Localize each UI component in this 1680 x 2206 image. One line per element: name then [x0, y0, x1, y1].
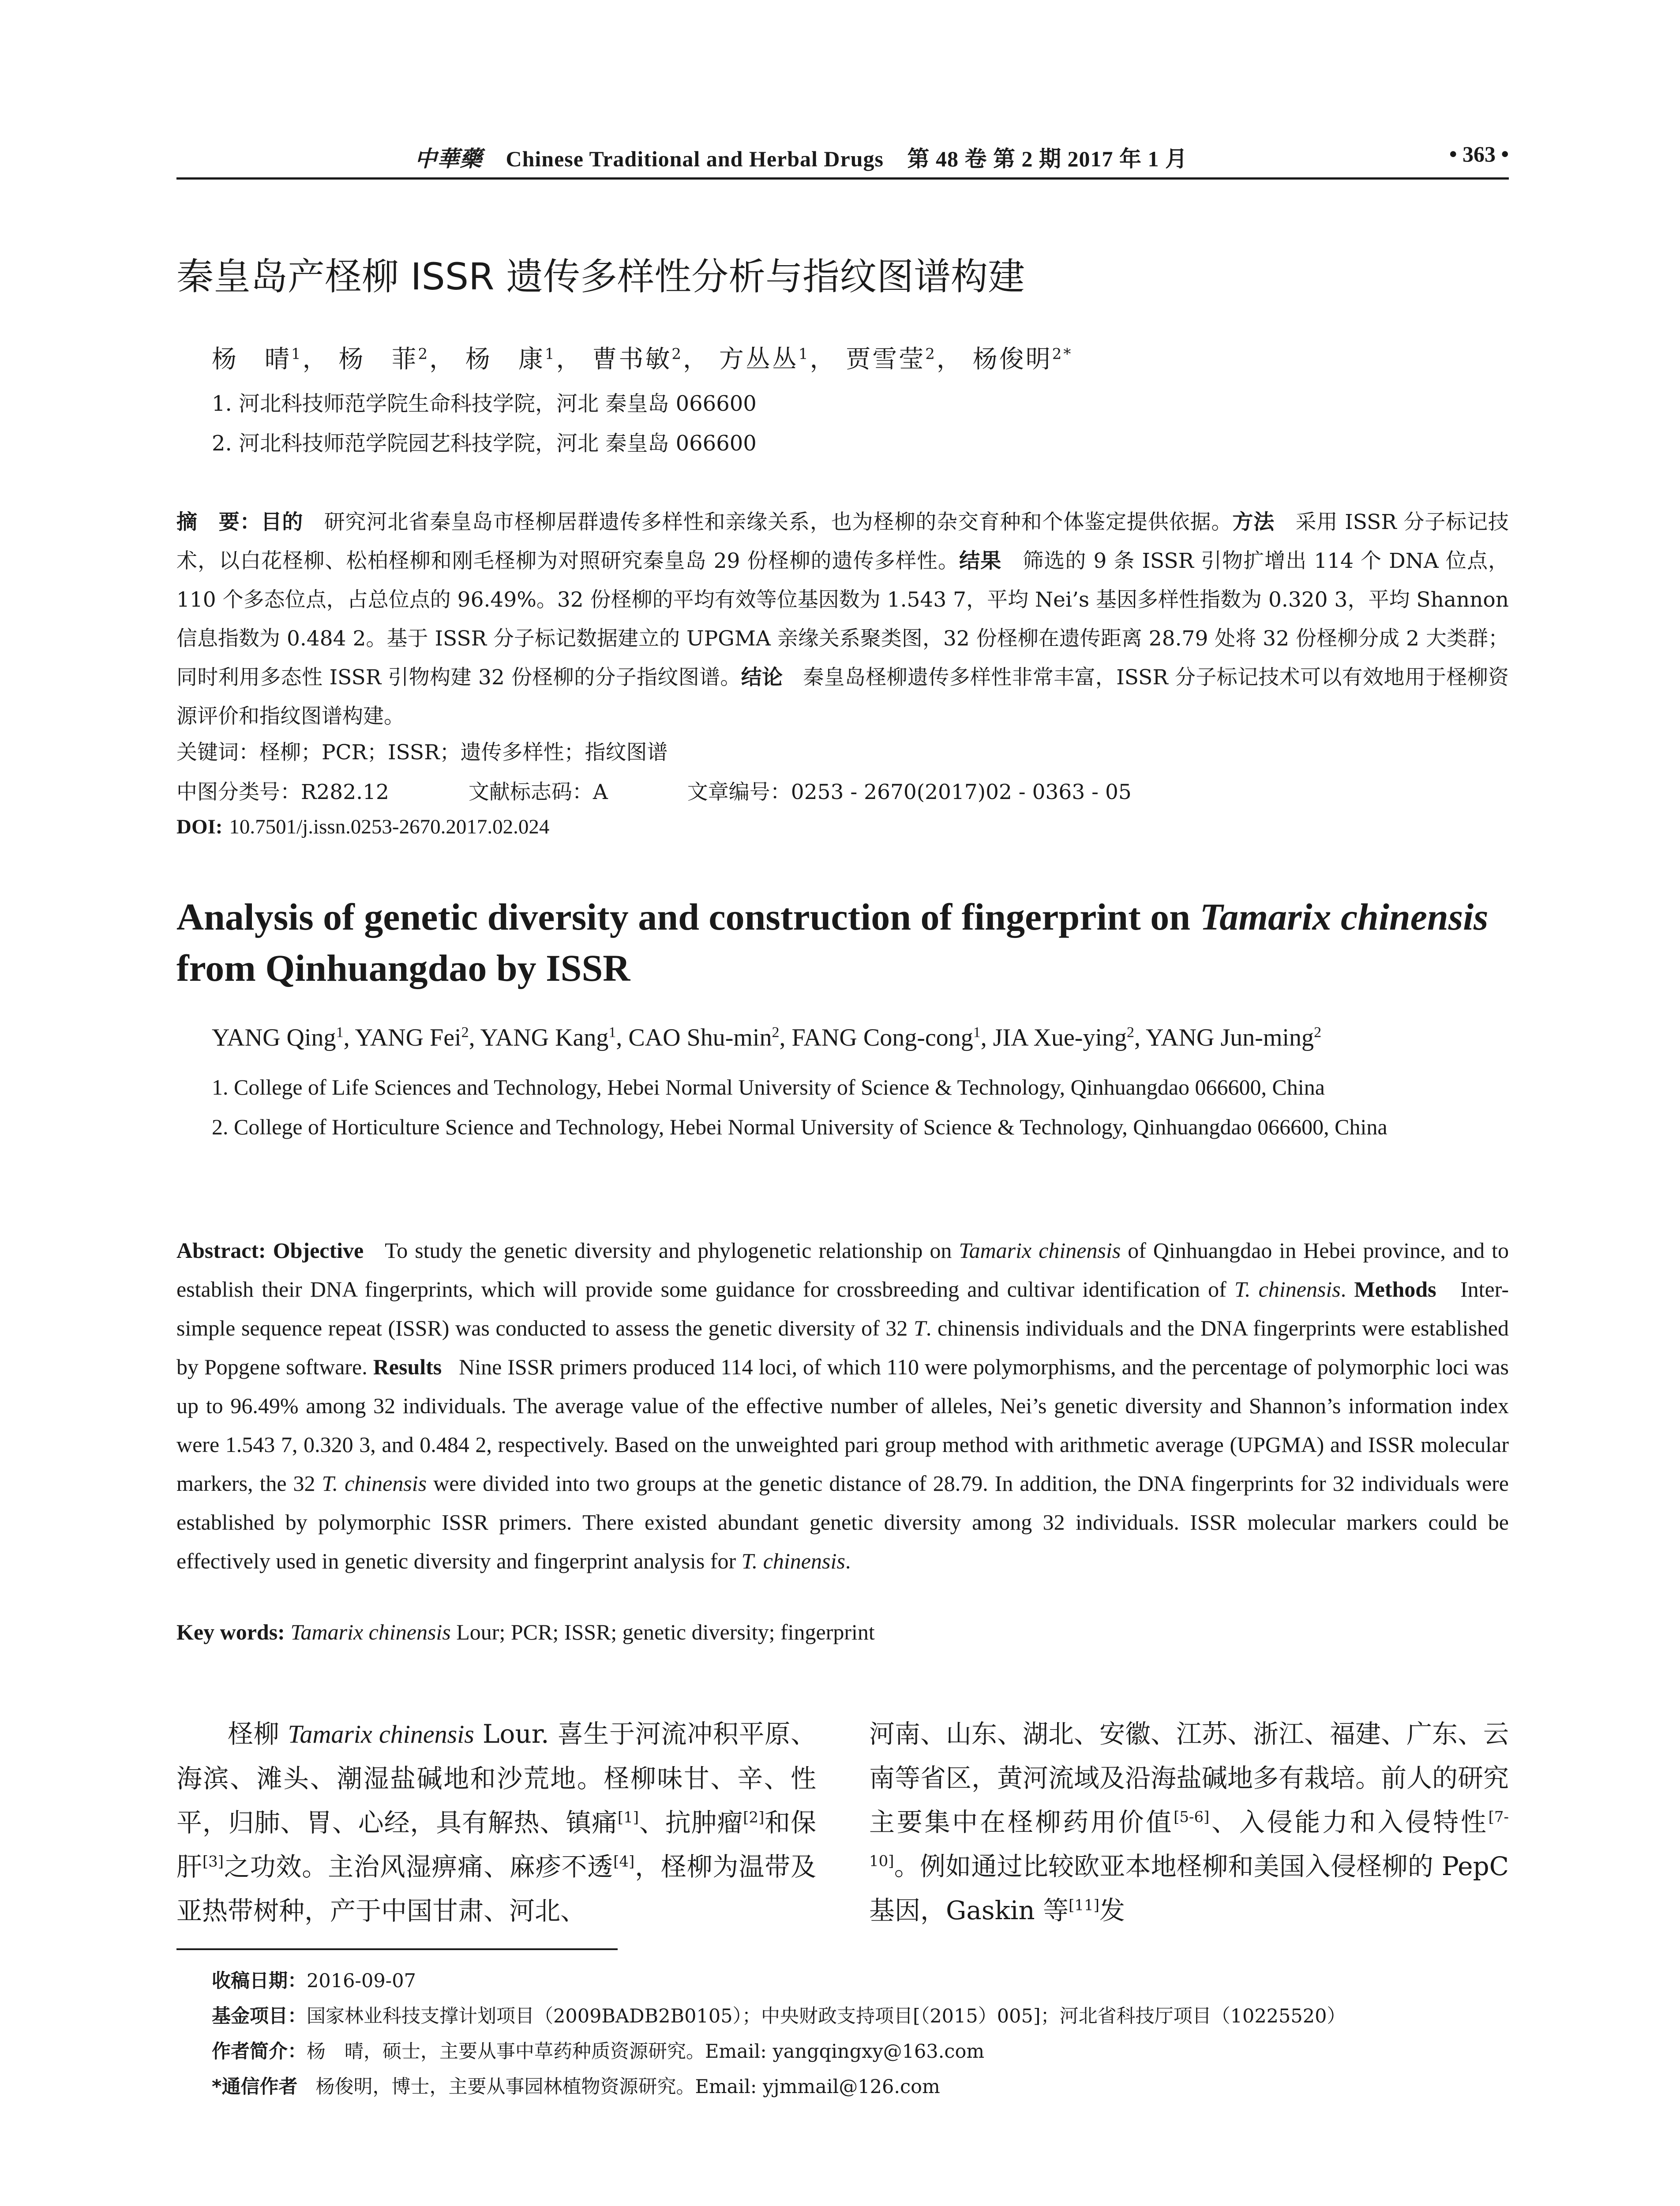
- footnote-rule: [176, 1948, 618, 1950]
- body-text: 柽柳: [228, 1719, 288, 1749]
- en-keywords-label: Key words:: [176, 1620, 285, 1644]
- cn-results-label: 结果: [959, 549, 1002, 573]
- en-abstract-label: Abstract:: [176, 1238, 266, 1263]
- footnote-label: 作者简介：: [212, 2041, 307, 2063]
- cn-keywords: [176, 736, 668, 765]
- doi-line: [176, 814, 549, 839]
- cn-article-label: 文章编号：: [687, 780, 791, 804]
- en-title-part: from Qinhuangdao by ISSR: [176, 947, 630, 989]
- cn-title: 秦皇岛产柽柳 ISSR 遗传多样性分析与指纹图谱构建: [176, 255, 1025, 298]
- footnote-value: 杨俊明，博士，主要从事园林植物资源研究。Email: yjmmail@126.com: [315, 2076, 940, 2098]
- page-number: • 363 •: [1449, 142, 1509, 166]
- body-text: 发: [1099, 1895, 1125, 1925]
- footnote-funding: [212, 2001, 1346, 2028]
- citation-ref[interactable]: [5-6]: [1174, 1808, 1210, 1826]
- cn-class-label: 中图分类号：: [176, 780, 301, 804]
- body-text: 。例如通过比较欧亚本地柽柳和美国入侵柽柳的 PepC 基因，Gaskin 等: [869, 1851, 1509, 1925]
- cn-doccode-label: 文献标志码：: [468, 780, 593, 804]
- body-column-right: [869, 1712, 1509, 1932]
- en-title-species: Tamarix chinensis: [1200, 896, 1489, 938]
- footnote-corresponding: [212, 2072, 940, 2099]
- cn-abstract: [176, 503, 1509, 736]
- cn-results-text: 筛选的 9 条 ISSR 引物扩增出 114 个 DNA 位点，110 个多态位点，占总位点的 96.49%。32 份柽柳的平均有效等位基因数为 1.543 7，平均 Nei’s 基因多样性指数为 0.320 3，平均 Shannon 信息指数为 0.484 2。基于 ISSR 分子标记数据建立的 UPGMA 亲缘关系聚类图，32 份柽柳在遗传距离 28.79 处将 32 份柽柳分成 2 大类群；同时利用多态性 ISSR 引物构建 32 份柽柳的分子指纹图谱。: [176, 549, 1509, 690]
- cn-affiliation-2: 2. 河北科技师范学院园艺科技学院，河北 秦皇岛 066600: [212, 431, 757, 456]
- en-title: [176, 891, 1509, 994]
- cn-author: 贾雪莹$^2$，: [846, 345, 963, 374]
- footnote-value: 国家林业科技支撑计划项目（2009BADB2B0105）；中央财政支持项目[（2015）005]；河北省科技厅项目（10225520）: [307, 2005, 1346, 2027]
- journal-en-name: Chinese Traditional and Herbal Drugs: [506, 146, 884, 171]
- cn-conclusion-text: 秦皇岛柽柳遗传多样性非常丰富，ISSR 分子标记技术可以有效地用于柽柳资源评价和指纹图谱构建。: [176, 665, 1509, 728]
- body-text: 和保肝: [176, 1808, 816, 1882]
- header-rule: [176, 177, 1509, 180]
- en-species-name: T: [914, 1316, 926, 1340]
- cn-keywords-value: 柽柳；PCR；ISSR；遗传多样性；指纹图谱: [259, 740, 668, 765]
- body-text: Lour. 喜生于河流冲积平原、海滨、滩头、潮湿盐碱地和沙荒地。柽柳味甘、辛、性平，归肺、胃、心经，具有解热、镇痛: [176, 1719, 817, 1838]
- en-author: CAO Shu-$\min^2$,: [628, 1024, 792, 1051]
- cn-article-value: 0253 - 2670(2017)02 - 0363 - 05: [791, 780, 1132, 804]
- citation-ref[interactable]: [1]: [617, 1808, 639, 1827]
- cn-methods-label: 方法: [1232, 510, 1275, 534]
- cn-author: 杨俊明$^{2*}$: [972, 345, 1073, 374]
- citation-ref[interactable]: [2]: [743, 1808, 765, 1827]
- en-species-name: Tamarix chinensis: [959, 1238, 1121, 1263]
- cn-author-list: [212, 340, 1072, 375]
- en-results-text: Nine ISSR primers produced 114 loci, of which 110 were polymorphisms, and the percentage of polymorphic loci was up to 96.49% among 32 individuals. The average value of the effective number of alleles, Nei’s genetic diversity and Shannon’s information index were 1.543 7, 0.320 3, and 0.484 2, respectively. Based on the unweighted pari group method with arithmetic average (UPGMA) and ISSR molecular markers, the 32: [176, 1354, 1509, 1496]
- footnote-label: 基金项目：: [212, 2005, 307, 2027]
- citation-ref[interactable]: [3]: [202, 1853, 224, 1871]
- en-species-name: T. chinensis: [322, 1471, 427, 1496]
- footnote-label: *通信作者: [212, 2076, 298, 2098]
- cn-conclusion-label: 结论: [741, 665, 783, 690]
- en-author: FANG Cong-cong$^1$,: [791, 1024, 993, 1051]
- body-text: 之功效。主治风湿痹痛、麻疹不透: [224, 1852, 614, 1882]
- en-results-label: Results: [373, 1354, 442, 1379]
- cn-author: 杨 晴$^1$，: [212, 345, 329, 374]
- running-header: [176, 132, 1509, 181]
- en-author: YANG Kang$^1$,: [480, 1024, 629, 1051]
- cn-author: 曹书敏$^2$，: [592, 345, 709, 374]
- citation-ref[interactable]: [4]: [613, 1853, 635, 1871]
- cn-objective-label: 目的: [261, 510, 304, 534]
- cn-abstract-label: 摘 要：: [176, 510, 261, 534]
- en-abstract: Abstract: Objective To study the genetic diversity and phylogenetic relationship on Tamarix chinensis of Qinhuangdao in Hebei province, and to establish their DNA fingerprints, which will provide some guidance for crossbreeding and cultivar identification of T. chinensis. Methods Inter-simple sequence repeat (ISSR) was conducted to assess the genetic diversity of 32 T. chinensis individuals and the DNA fingerprints were established by Popgene software. Results Nine ISSR primers produced 114 loci, of which 110 were polymorphisms, and the percentage of polymorphic loci was up to 96.49% among 32 individuals. The average value of the effective number of alleles, Nei’s genetic diversity and Shannon’s information index were 1.543 7, 0.320 3, and 0.484 2, respectively. Based on the unweighted pari group method with arithmetic average (UPGMA) and ISSR molecular markers, the 32 T. chinensis were divided into two groups at the genetic distance of 28.79. In addition, the DNA fingerprints for 32 individuals were established by polymorphic ISSR primers. There existed abundant genetic diversity among 32 individuals. ISSR molecular markers could be effectively used in genetic diversity and fingerprint analysis for T. chinensis.: [176, 1238, 1509, 1573]
- footnote-author-bio: [212, 2037, 984, 2063]
- en-objective-text: To study the genetic diversity and phylogenetic relationship on: [385, 1238, 959, 1263]
- en-title-part: Analysis of genetic diversity and construction of fingerprint on: [176, 896, 1200, 938]
- footnote-label: 收稿日期：: [212, 1970, 307, 1992]
- en-author: YANG Jun-ming$^2$: [1145, 1024, 1322, 1051]
- citation-ref[interactable]: [7-10]: [869, 1808, 1509, 1870]
- journal-header: [415, 141, 1188, 173]
- footnote-value: 杨 晴，硕士，主要从事中草药种质资源研究。Email: yangqingxy@163.com: [307, 2041, 985, 2063]
- en-keywords-species: Tamarix chinensis: [290, 1620, 451, 1644]
- en-results-text: were divided into two groups at the genetic distance of 28.79. In addition, the DNA fingerprints for 32 individuals were established by polymorphic ISSR primers. There existed abundant genetic diversity among 32 individuals. ISSR molecular markers could be effectively used in genetic diversity and fingerprint analysis for: [176, 1471, 1509, 1573]
- en-species-name: T. chinensis: [741, 1549, 845, 1573]
- en-species-name: T. chinensis: [1234, 1277, 1341, 1302]
- doi-value[interactable]: 10.7501/j.issn.0253-2670.2017.02.024: [229, 815, 550, 838]
- en-affiliation-2: 2. College of Horticulture Science and Technology, Hebei Normal University of Science & Technology, Qinhuangdao 066600, China: [212, 1114, 1388, 1139]
- en-methods-label: Methods: [1354, 1277, 1436, 1302]
- footnote-value: 2016-09-07: [307, 1970, 416, 1992]
- cn-methods-text: 采用 ISSR 分子标记技术，以白花柽柳、松柏柽柳和刚毛柽柳为对照研究秦皇岛 29 份柽柳的遗传多样性。: [176, 510, 1509, 573]
- cn-affiliation-1: 1. 河北科技师范学院生命科技学院，河北 秦皇岛 066600: [212, 391, 757, 416]
- en-author: JIA Xue-ying$^2$,: [993, 1024, 1146, 1051]
- en-methods-text: Inter-simple sequence repeat (ISSR) was conducted to assess the genetic diversity of 32: [176, 1277, 1509, 1340]
- body-column-left: [176, 1712, 816, 1933]
- citation-ref[interactable]: [11]: [1069, 1896, 1099, 1914]
- cn-author: 杨 菲$^2$，: [338, 345, 456, 374]
- body-text: 、抗肿瘤: [639, 1808, 743, 1838]
- en-author: YANG Qing$^1$,: [212, 1024, 355, 1051]
- cn-doccode-value: A: [592, 780, 608, 804]
- body-text: ，柽柳为温带及亚热带树种，产于中国甘肃、河北、: [176, 1852, 816, 1926]
- cn-classification-line: [176, 776, 1132, 805]
- cn-objective-text: 研究河北省秦皇岛市柽柳居群遗传多样性和亲缘关系，也为柽柳的杂交育种和个体鉴定提供依据。: [324, 510, 1233, 534]
- en-objective-label: Objective: [273, 1238, 364, 1263]
- en-author-list: [212, 1024, 1321, 1052]
- cn-author: 杨 康$^1$，: [465, 345, 583, 374]
- cn-keywords-label: 关键词：: [176, 740, 259, 765]
- en-keywords-value: Lour; PCR; ISSR; genetic diversity; fingerprint: [450, 1620, 875, 1644]
- en-affiliation-1: 1. College of Life Sciences and Technology, Hebei Normal University of Science & Technology, Qinhuangdao 066600, China: [212, 1075, 1325, 1099]
- doi-label: DOI:: [176, 815, 223, 838]
- en-methods-text: . chinensis individuals and the DNA fingerprints were established by Popgene software.: [176, 1316, 1509, 1379]
- en-author: YANG Fei$^2$,: [355, 1024, 480, 1051]
- footnote-received: [212, 1966, 416, 1993]
- cn-class-value: R282.12: [301, 780, 389, 804]
- issue-info: 第 48 卷 第 2 期 2017 年 1 月: [907, 146, 1188, 171]
- en-objective-text: of Qinhuangdao in Hebei province, and to establish their DNA fingerprints, which will provide some guidance for crossbreeding and cultivar identification of: [176, 1238, 1509, 1302]
- cn-author: 方丛丛$^1$，: [719, 345, 836, 374]
- body-species-name: Tamarix chinensis: [288, 1720, 474, 1748]
- journal-cn-name: 中華藥: [415, 146, 482, 172]
- body-text: 、入侵能力和入侵特性: [1209, 1807, 1489, 1837]
- en-keywords: [176, 1619, 875, 1645]
- body-text: 河南、山东、湖北、安徽、江苏、浙江、福建、广东、云南等省区，黄河流域及沿海盐碱地多有栽培。前人的研究主要集中在柽柳药用价值: [869, 1719, 1509, 1837]
